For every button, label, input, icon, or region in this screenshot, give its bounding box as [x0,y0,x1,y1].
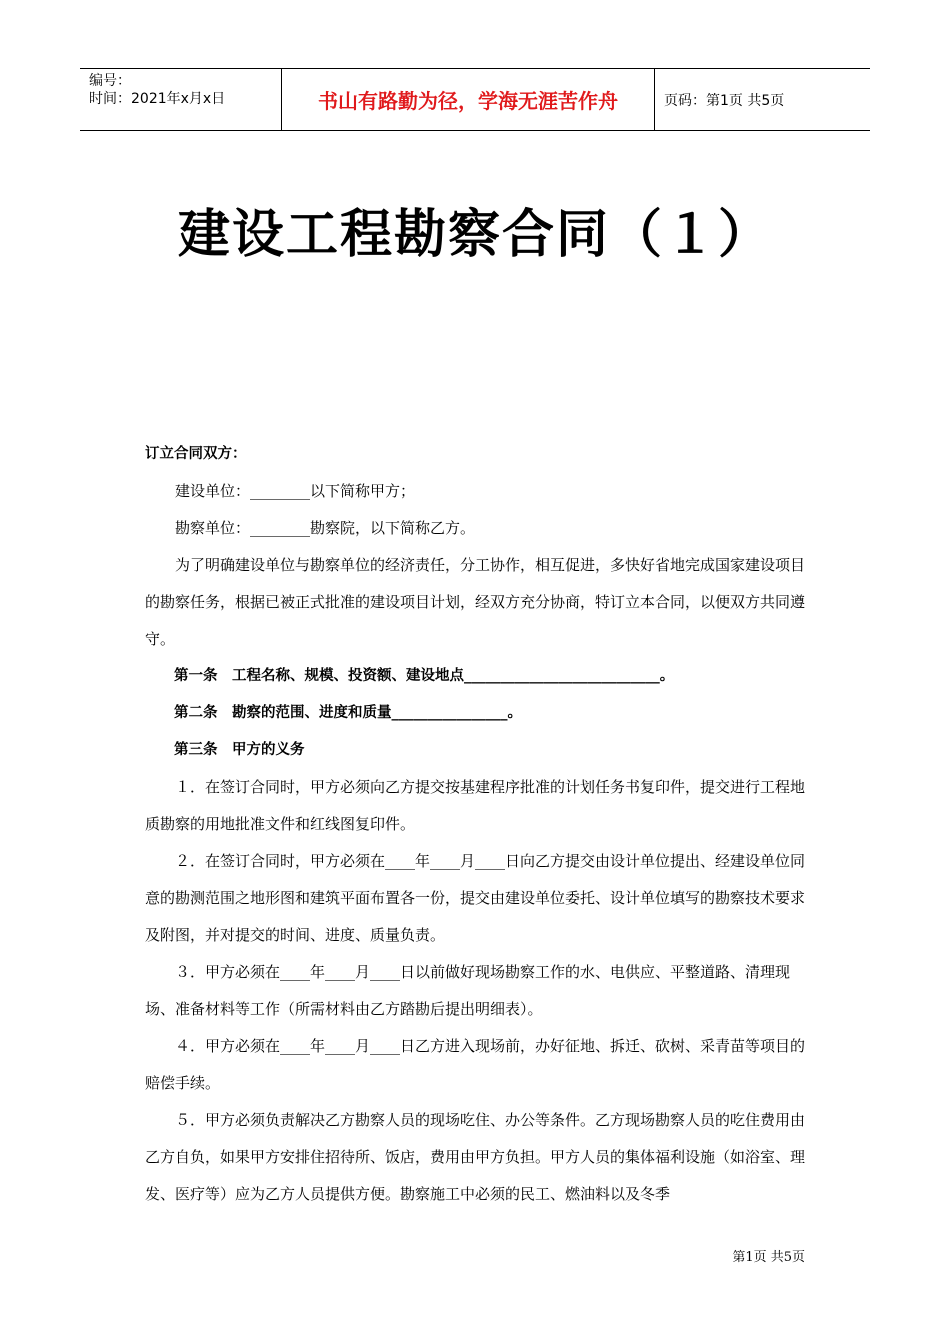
article-1-end: 。 [659,668,675,684]
article-3-heading: 第三条 甲方的义务 [174,742,305,758]
parties-heading: 订立合同双方： [145,446,247,462]
article-2-blank: ________________ [391,705,508,721]
article-2-label: 第二条 勘察的范围、进度和质量 [174,705,392,721]
intro-paragraph: 为了明确建设单位与勘察单位的经济责任，分工协作，相互促进，多快好省地完成国家建设项目的勘察任务，根据已被正式批准的建设项目计划，经双方充分协商，特订立本合同，以便双方共同遵守。 [145,556,806,648]
page-header [80,68,870,131]
header-page-info: 页码：第1页 共5页 [664,92,785,109]
article-1-label: 第一条 工程名称、规模、投资额、建设地点 [174,668,464,684]
article-2 [145,695,805,732]
document-body [145,436,805,1213]
header-meta [80,69,282,130]
article-3-item-1: １．在签订合同时，甲方必须向乙方提交按基建程序批准的计划任务书复印件，提交进行工程地质勘察的用地批准文件和红线图复印件。 [145,778,806,833]
party-a: 建设单位：________以下简称甲方； [175,482,416,500]
document-title: 建设工程勘察合同（１） [177,204,772,265]
article-3-item-2: ２．在签订合同时，甲方必须在____年____月____日向乙方提交由设计单位提出、经建设单位同意的勘测范围之地形图和建筑平面布置各一份，提交由建设单位委托、设计单位填写的勘察技术要求及附图，并对提交的时间、进度、质量负责。 [145,852,806,944]
number-label: 编号： [89,73,131,89]
header-motto: 书山有路勤为径，学海无涯苦作舟 [282,69,655,130]
page-footer: 第1页 共5页 [732,1250,805,1265]
article-3-item-5: ５．甲方必须负责解决乙方勘察人员的现场吃住、办公等条件。乙方现场勘察人员的吃住费用由乙方自负，如果甲方安排住招待所、饭店，费用由甲方负担。甲方人员的集体福利设施（如浴室、理发、医疗等）应为乙方人员提供方便。勘察施工中必须的民工、燃油料以及冬季 [145,1111,806,1203]
article-1-blank: ___________________________ [464,668,660,684]
time-label: 时间：2021年x月x日 [89,91,226,107]
article-3-item-4: ４．甲方必须在____年____月____日乙方进入现场前，办好征地、拆迁、砍树、采青苗等项目的赔偿手续。 [145,1037,806,1092]
article-3-item-3: ３．甲方必须在____年____月____日以前做好现场勘察工作的水、电供应、平整道路、清理现场、准备材料等工作（所需材料由乙方踏勘后提出明细表）。 [145,963,791,1018]
article-1 [145,658,805,695]
party-b: 勘察单位：________勘察院，以下简称乙方。 [175,519,476,537]
article-2-end: 。 [507,705,522,721]
